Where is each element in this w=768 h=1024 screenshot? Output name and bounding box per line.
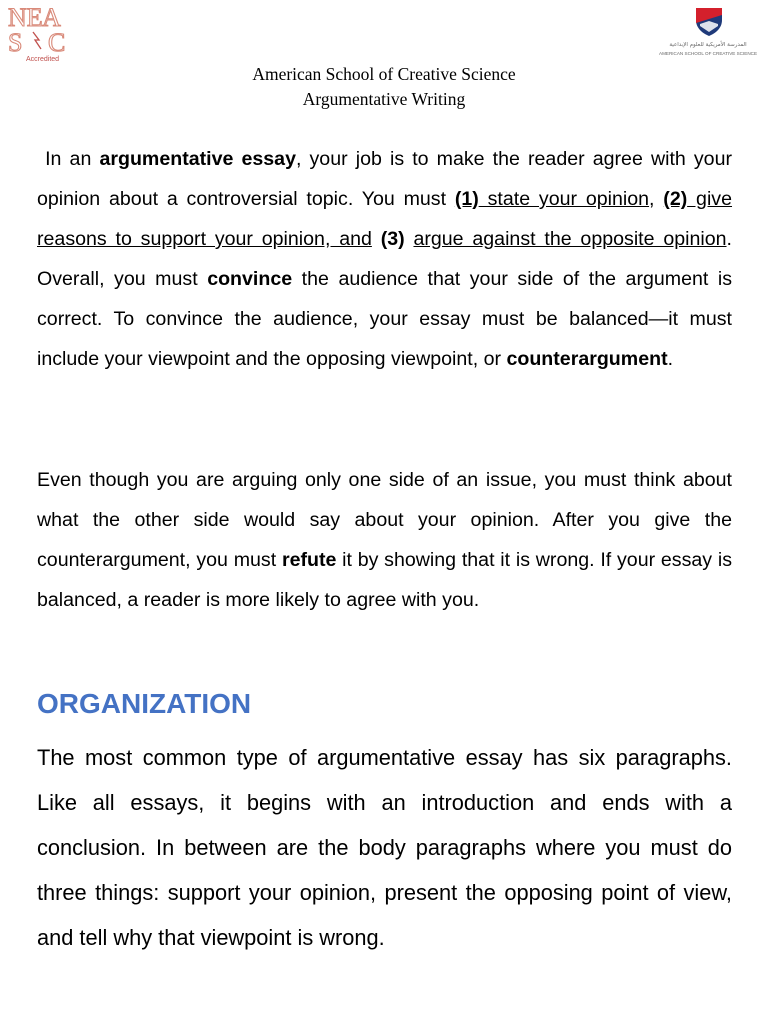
intro-paragraph: In an argumentative essay, your job is to make the reader agree with your opinion about a controversial topic. You must (1) state your opinion, (2) give reasons to support your opinion, and (3) argue against the opposite opinion. Overall, you must convince the audience that your side of the argument is correct. To convince the audience, your essay must be balanced—it must include your viewpoint and the opposing viewpoint, or counterargument. bbox=[37, 148, 733, 371]
term-argumentative-essay: argumentative essay bbox=[99, 148, 296, 170]
school-logo bbox=[658, 6, 758, 66]
svg-text:NE: NE bbox=[8, 3, 43, 32]
neasc-caption: Accredited bbox=[26, 56, 60, 63]
school-name: American School of Creative Science bbox=[252, 64, 516, 84]
organization-paragraph: The most common type of argumentative essay has six paragraphs. Like all essays, it begins with an introduction and ends with a conclusion. In between are the body paragraphs where you must do three things: support your opinion, present the opposing point of view, and tell why that viewpoint is wrong. bbox=[37, 745, 732, 950]
school-logo-caption: AMERICAN SCHOOL OF CREATIVE SCIENCE bbox=[658, 51, 758, 56]
document-header bbox=[0, 62, 768, 112]
term-refute: refute bbox=[281, 549, 337, 572]
document-title: Argumentative Writing bbox=[302, 89, 466, 109]
school-logo-arabic: المدرسة الأمريكية للعلوم الإبداعية bbox=[669, 42, 747, 48]
term-convince: convince bbox=[207, 268, 293, 291]
term-counterargument: counterargument bbox=[506, 348, 668, 371]
svg-text:A: A bbox=[42, 3, 61, 32]
svg-text:C: C bbox=[48, 28, 66, 57]
neasc-logo bbox=[6, 2, 78, 64]
counterargument-paragraph: Even though you are arguing only one side of an issue, you must think about what the other side would say about your opinion. After you give the counterargument, you must refute it by showing that it is wrong. If your essay is balanced, a reader is more likely to agree with you. bbox=[37, 469, 732, 612]
svg-text:S: S bbox=[8, 28, 23, 57]
section-heading-organization: ORGANIZATION bbox=[37, 688, 252, 719]
